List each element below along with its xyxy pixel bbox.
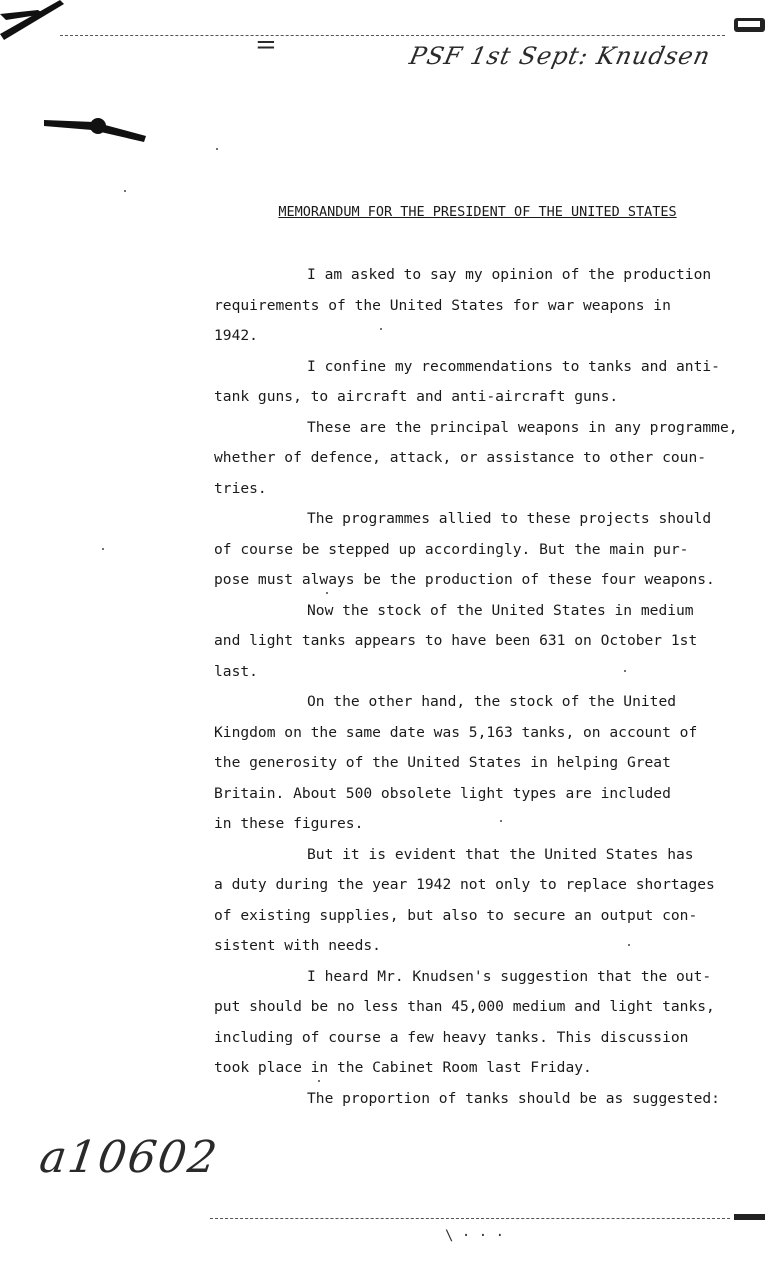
memo-line: in these figures. — [214, 815, 364, 832]
memo-line: tries. — [214, 479, 267, 497]
memo-line: requirements of the United States for war weapons in — [214, 296, 671, 314]
memo-line: I am asked to say my opinion of the production — [307, 266, 712, 283]
memo-line: and light tanks appears to have been 631 on October 1st — [214, 632, 698, 649]
memo-line: Kingdom on the same date was 5,163 tanks, on account of — [214, 723, 698, 741]
memo-line: These are the principal weapons in any programme, — [307, 418, 738, 436]
memo-line: put should be no less than 45,000 medium and light tanks, — [214, 998, 715, 1015]
scan-corner-mark — [0, 0, 80, 50]
bottom-rule — [210, 1218, 730, 1219]
memo-line: whether of defence, attack, or assistance to other coun- — [214, 449, 707, 466]
memo-body — [214, 260, 754, 1114]
top-right-tab — [732, 16, 765, 36]
memo-line: I heard Mr. Knudsen's suggestion that the out- — [307, 967, 712, 985]
handwritten-document-number: a10602 — [36, 1132, 222, 1183]
memo-line: of existing supplies, but also to secure an output con- — [214, 906, 698, 924]
memo-line: a duty during the year 1942 not only to replace shortages — [214, 876, 715, 893]
handwritten-file-note: PSF 1st Sept: Knudsen — [407, 42, 714, 70]
memo-line: sistent with needs. — [214, 937, 381, 954]
memo-title: MEMORANDUM FOR THE PRESIDENT OF THE UNITED STATES — [278, 204, 677, 220]
memo-line: including of course a few heavy tanks. This discussion — [214, 1028, 689, 1046]
memo-line: The proportion of tanks should be as suggested: — [307, 1089, 720, 1107]
memo-line: Britain. About 500 obsolete light types are included — [214, 784, 671, 802]
memo-line: Now the stock of the United States in medium — [307, 601, 694, 619]
top-rule — [60, 35, 725, 36]
memo-line: The programmes allied to these projects should — [307, 510, 712, 527]
scan-speckle: \ · · · — [445, 1228, 505, 1244]
paper-clip-mark — [44, 112, 154, 146]
memo-line: tank guns, to aircraft and anti-aircraft guns. — [214, 388, 619, 405]
memo-line: 1942. — [214, 327, 258, 344]
memo-line: took place in the Cabinet Room last Friday. — [214, 1059, 592, 1076]
memo-line: the generosity of the United States in helping Great — [214, 754, 671, 771]
memo-line: of course be stepped up accordingly. But the main pur- — [214, 540, 689, 558]
bottom-right-tab — [732, 1212, 765, 1224]
memo-line: I confine my recommendations to tanks and anti- — [307, 357, 720, 375]
memo-line: last. — [214, 662, 258, 680]
handwritten-mark: = — [255, 30, 277, 60]
memo-line: On the other hand, the stock of the United — [307, 693, 677, 710]
memo-line: pose must always be the production of these four weapons. — [214, 571, 715, 588]
memo-line: But it is evident that the United States has — [307, 845, 694, 863]
